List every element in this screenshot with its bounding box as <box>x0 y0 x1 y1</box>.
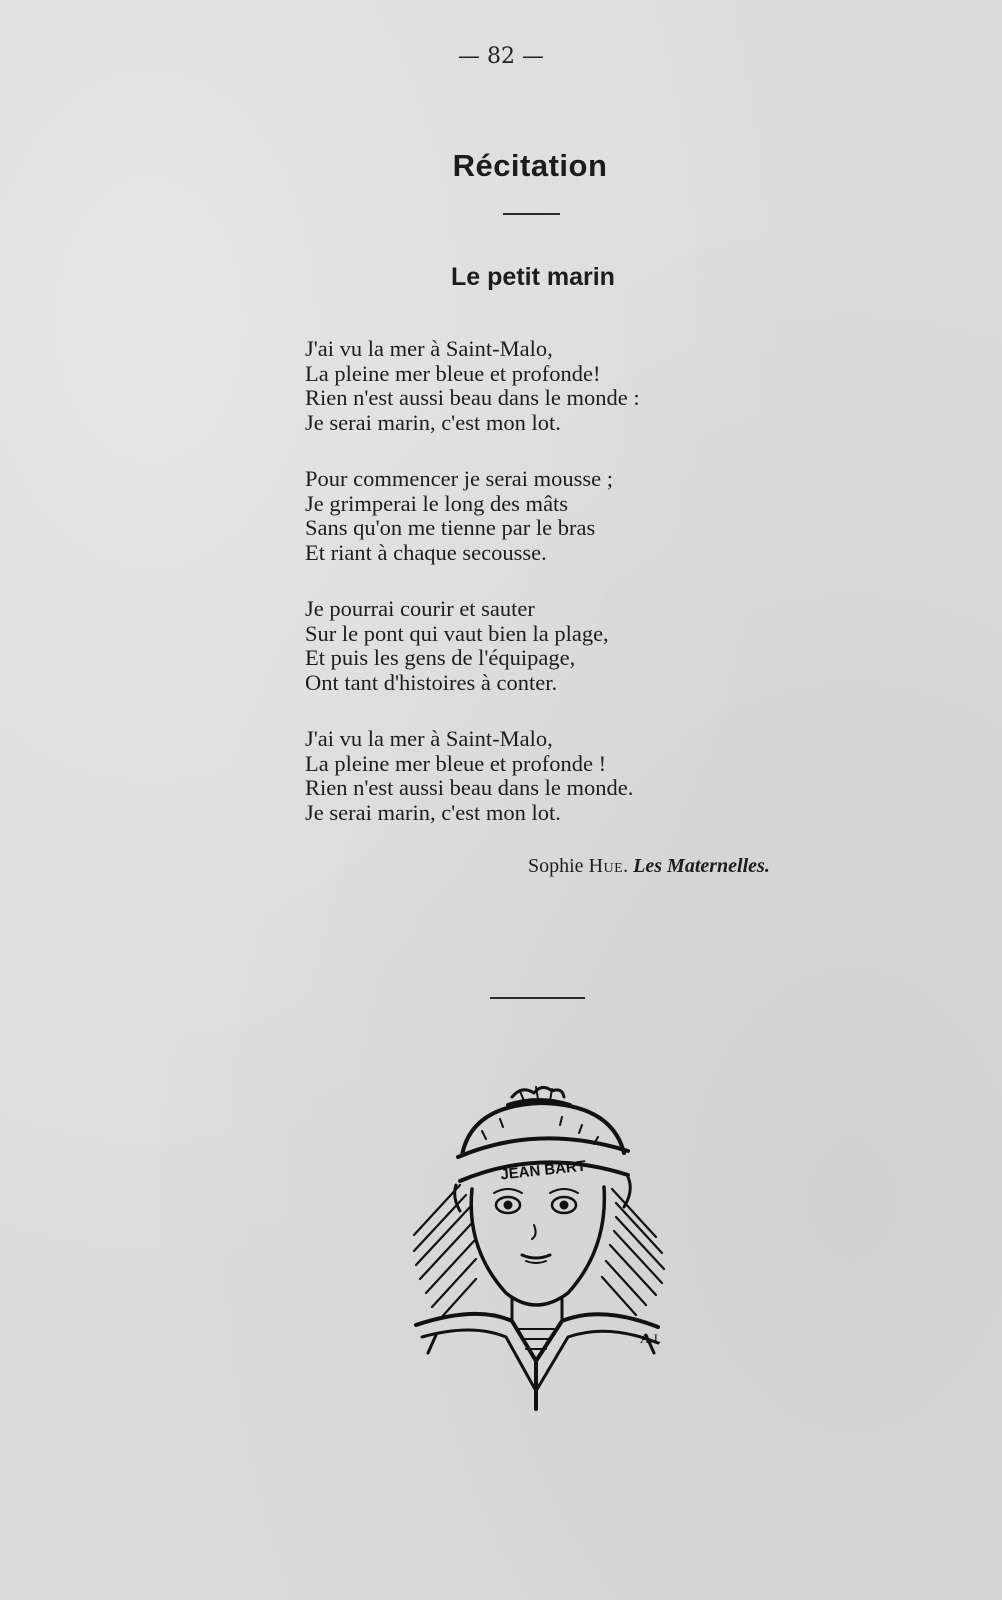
poem-line: La pleine mer bleue et profonde! <box>305 360 601 386</box>
poem-line: Je grimperai le long des mâts <box>305 490 569 516</box>
stanza <box>305 597 785 695</box>
source-work: Les Maternelles. <box>633 855 770 877</box>
poem-line: Ont tant d'histoires à conter. <box>305 669 558 695</box>
poem-line: Je serai marin, c'est mon lot. <box>305 799 561 825</box>
poem-body <box>305 337 785 857</box>
stanza <box>305 727 785 825</box>
sailor-boy-portrait-icon <box>412 1085 672 1415</box>
poem-line: Je pourrai courir et sauter <box>305 596 535 621</box>
author-last-name: Hue <box>588 855 624 877</box>
poem-line: J'ai vu la mer à Saint-Malo, <box>305 336 553 361</box>
artist-signature: A.J. <box>640 1331 661 1346</box>
poem-line: Rien n'est aussi beau dans le monde. <box>305 775 634 800</box>
poem-line: La pleine mer bleue et profonde ! <box>305 750 607 776</box>
title-divider <box>503 213 560 215</box>
poem-line: Je serai marin, c'est mon lot. <box>305 409 561 435</box>
stanza <box>305 467 785 565</box>
poem-line: Et puis les gens de l'équipage, <box>305 645 576 670</box>
poem-line: Sans qu'on me tienne par le bras <box>305 515 596 540</box>
poem-line: Et riant à chaque secousse. <box>305 539 547 565</box>
poem-attribution: Sophie Hue. Les Maternelles. <box>528 855 770 877</box>
poem-title: Le petit marin <box>451 263 615 291</box>
page-title: Récitation <box>452 148 608 183</box>
author-first-name: Sophie <box>528 855 584 877</box>
cap-band-text: JEAN BART <box>499 1157 587 1184</box>
poem-line: Sur le pont qui vaut bien la plage, <box>305 620 609 646</box>
page-number: — 82 — <box>458 44 544 69</box>
stanza <box>305 337 785 435</box>
poem-line: Rien n'est aussi beau dans le monde : <box>305 385 640 410</box>
poem-line: Pour commencer je serai mousse ; <box>305 466 614 491</box>
section-divider <box>490 997 585 999</box>
poem-line: J'ai vu la mer à Saint-Malo, <box>305 726 553 751</box>
